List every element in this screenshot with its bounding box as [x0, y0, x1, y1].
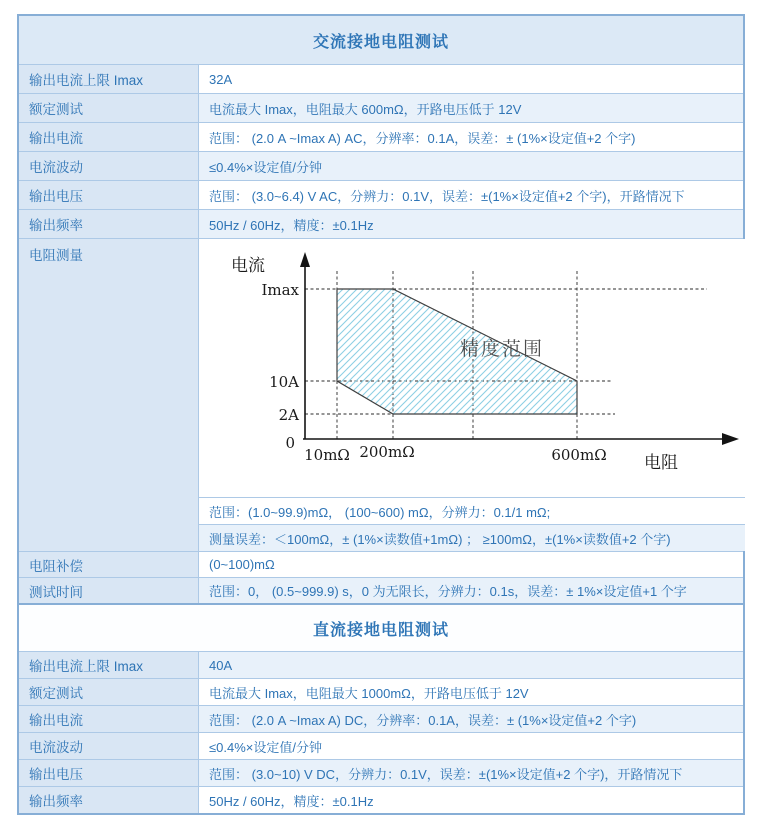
y-tick-2a: 2A [278, 406, 299, 424]
y-axis-arrow-icon [300, 252, 310, 267]
y-tick-10a: 10A [269, 373, 299, 391]
row-label: 输出频率 [19, 210, 199, 238]
accuracy-region-label: 精度范围 [459, 338, 545, 360]
row-value: 50Hz / 60Hz，精度：±0.1Hz [199, 210, 743, 238]
resistance-measure-row [19, 238, 743, 551]
x-tick-600mohm: 600mΩ [551, 446, 607, 464]
x-axis-title: 电阻 [644, 453, 678, 473]
row-value: 范围： (3.0~10) V DC，分辨力：0.1V，误差：±(1%×设定值+2 个字)，开路情况下 [199, 760, 743, 786]
y-tick-0: 0 [285, 434, 295, 452]
resistance-error-line: 测量误差：＜100mΩ，± (1%×读数值+1mΩ) ； ≥100mΩ，±(1%×读数值+2 个字) [199, 524, 745, 551]
spec-row [19, 64, 743, 93]
row-value: 范围： (2.0 A ~Imax A) DC，分辨率：0.1A，误差：± (1%×设定值+2 个字) [199, 706, 743, 732]
row-label: 电阻测量 [19, 239, 199, 551]
row-label: 输出电流上限 Imax [19, 652, 199, 678]
spec-row [19, 151, 743, 180]
row-label: 输出电流 [19, 706, 199, 732]
resistance-range-line: 范围：(1.0~99.9)mΩ， (100~600) mΩ，分辨力：0.1/1 mΩ; [199, 497, 745, 524]
spec-row [19, 180, 743, 209]
row-label: 输出电压 [19, 760, 199, 786]
row-label: 输出频率 [19, 787, 199, 813]
row-value: ≤0.4%×设定值/分钟 [209, 739, 322, 755]
row-label: 额定测试 [19, 94, 199, 122]
row-value: 范围：0， (0.5~999.9) s，0 为无限长，分辨力：0.1s，误差：± 1%×设定值+1 个字 [199, 578, 743, 603]
spec-row [19, 551, 743, 577]
row-value: 范围： (3.0~6.4) V AC，分辨力：0.1V，误差：±(1%×设定值+2 个字)，开路情况下 [209, 188, 685, 204]
x-axis-arrow-icon [722, 433, 739, 445]
row-label: 输出电流上限 Imax [19, 65, 199, 93]
x-tick-10mohm: 10mΩ [304, 446, 350, 464]
accuracy-chart-area [199, 239, 745, 497]
row-value: 电流最大 Imax，电阻最大 600mΩ，开路电压低于 12V [199, 94, 743, 122]
row-value: 50Hz / 60Hz，精度：±0.1Hz [209, 793, 374, 809]
row-label: 输出电流 [19, 123, 199, 151]
row-value: 范围： (2.0 A ~Imax A) AC，分辨率：0.1A，误差：± (1%×设定值+2 个字) [209, 130, 636, 146]
spec-row [19, 759, 743, 786]
y-axis-title: 电流 [231, 256, 265, 276]
spec-row [19, 577, 743, 603]
row-label: 额定测试 [19, 679, 199, 705]
section-header-ac: 交流接地电阻测试 [19, 16, 743, 64]
row-label: 电阻补偿 [19, 552, 199, 577]
row-value: 电流最大 Imax，电阻最大 1000mΩ，开路电压低于 12V [209, 685, 529, 701]
spec-row [19, 651, 743, 678]
row-label: 电流波动 [19, 152, 199, 180]
row-value: (0~100)mΩ [209, 557, 275, 572]
spec-row [19, 122, 743, 151]
x-tick-200mohm: 200mΩ [359, 443, 415, 461]
row-label: 输出电压 [19, 181, 199, 209]
accuracy-chart [215, 249, 745, 475]
row-value: 40A [199, 652, 743, 678]
spec-row [19, 786, 743, 813]
row-label: 测试时间 [19, 578, 199, 603]
spec-row [19, 732, 743, 759]
spec-row [19, 678, 743, 705]
spec-row [19, 93, 743, 122]
section-header-dc: 直流接地电阻测试 [19, 603, 743, 651]
row-value: ≤0.4%×设定值/分钟 [199, 152, 743, 180]
row-label: 电流波动 [19, 733, 199, 759]
spec-row [19, 705, 743, 732]
spec-table [17, 14, 745, 815]
spec-row [19, 209, 743, 238]
row-value: 32A [209, 71, 233, 87]
y-tick-imax: Imax [261, 281, 299, 299]
